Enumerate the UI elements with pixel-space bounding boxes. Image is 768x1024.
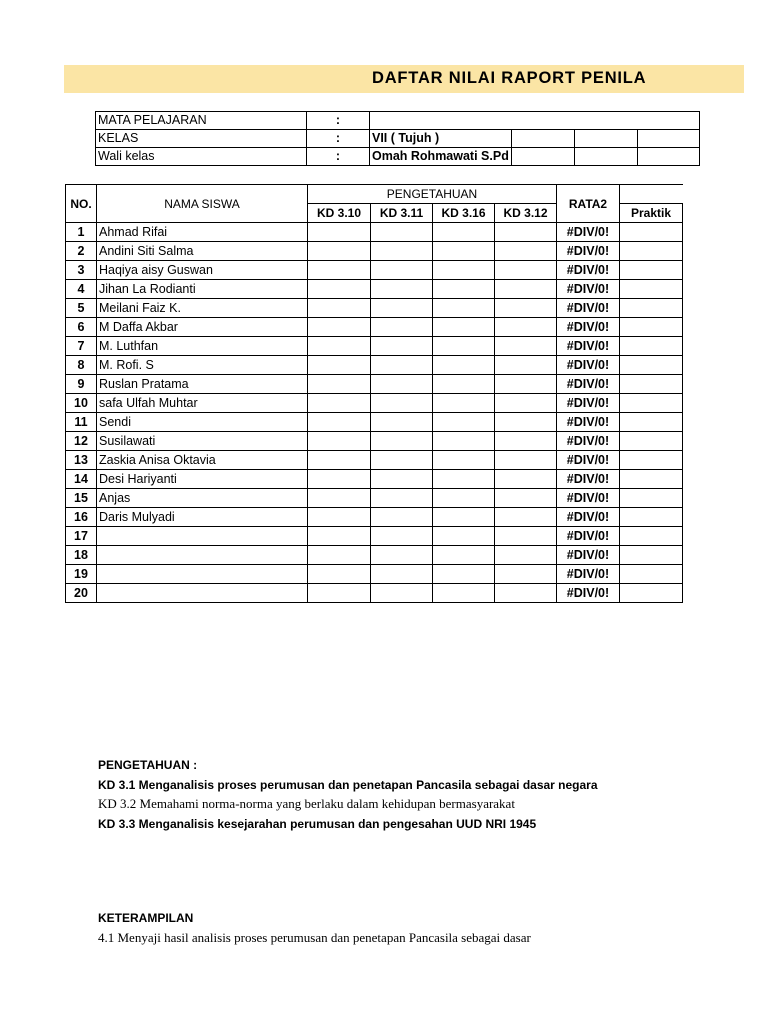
kd-score-cell bbox=[433, 280, 495, 299]
kd-score-cell bbox=[433, 565, 495, 584]
info-table bbox=[95, 111, 700, 166]
student-name: Sendi bbox=[97, 413, 308, 432]
average-cell: #DIV/0! bbox=[557, 356, 620, 375]
student-name: Jihan La Rodianti bbox=[97, 280, 308, 299]
pengetahuan-heading: PENGETAHUAN : bbox=[98, 758, 198, 772]
praktik-cell bbox=[620, 394, 683, 413]
average-cell: #DIV/0! bbox=[557, 565, 620, 584]
kd-score-cell bbox=[371, 299, 433, 318]
row-number: 20 bbox=[66, 584, 97, 603]
kd-score-cell bbox=[308, 318, 371, 337]
kd-score-cell bbox=[433, 432, 495, 451]
info-value bbox=[370, 112, 700, 130]
kd-score-cell bbox=[495, 223, 557, 242]
grades-table bbox=[65, 184, 683, 603]
praktik-cell bbox=[620, 527, 683, 546]
info-label: Wali kelas bbox=[96, 148, 307, 166]
row-number: 5 bbox=[66, 299, 97, 318]
praktik-cell bbox=[620, 261, 683, 280]
kd-score-cell bbox=[371, 375, 433, 394]
row-number: 2 bbox=[66, 242, 97, 261]
kd-score-cell bbox=[433, 356, 495, 375]
average-cell: #DIV/0! bbox=[557, 280, 620, 299]
kd-score-cell bbox=[371, 489, 433, 508]
student-name: Desi Hariyanti bbox=[97, 470, 308, 489]
table-row bbox=[66, 356, 683, 375]
table-row bbox=[66, 261, 683, 280]
average-cell: #DIV/0! bbox=[557, 527, 620, 546]
average-cell: #DIV/0! bbox=[557, 451, 620, 470]
row-number: 7 bbox=[66, 337, 97, 356]
kd-3-1-text: KD 3.1 Menganalisis proses perumusan dan penetapan Pancasila sebagai dasar negara bbox=[98, 778, 598, 792]
table-row bbox=[66, 318, 683, 337]
student-name: safa Ulfah Muhtar bbox=[97, 394, 308, 413]
table-row bbox=[66, 527, 683, 546]
kd-score-cell bbox=[308, 337, 371, 356]
kd-score-cell bbox=[308, 432, 371, 451]
average-cell: #DIV/0! bbox=[557, 299, 620, 318]
kd-score-cell bbox=[371, 356, 433, 375]
average-cell: #DIV/0! bbox=[557, 242, 620, 261]
student-name bbox=[97, 584, 308, 603]
kd-score-cell bbox=[308, 261, 371, 280]
kd-score-cell bbox=[433, 527, 495, 546]
table-row bbox=[66, 584, 683, 603]
kd-score-cell bbox=[308, 242, 371, 261]
kd-3-2-text: KD 3.2 Memahami norma-norma yang berlaku dalam kehidupan bermasyarakat bbox=[98, 796, 515, 811]
kd-score-cell bbox=[371, 527, 433, 546]
info-row bbox=[96, 130, 700, 148]
info-row bbox=[96, 148, 700, 166]
kd-score-cell bbox=[371, 394, 433, 413]
student-name bbox=[97, 527, 308, 546]
student-name: Zaskia Anisa Oktavia bbox=[97, 451, 308, 470]
kd-3-3-text: KD 3.3 Menganalisis kesejarahan perumusan dan pengesahan UUD NRI 1945 bbox=[98, 817, 537, 831]
row-number: 11 bbox=[66, 413, 97, 432]
kd-score-cell bbox=[433, 337, 495, 356]
average-cell: #DIV/0! bbox=[557, 337, 620, 356]
kd-score-cell bbox=[495, 432, 557, 451]
table-row bbox=[66, 470, 683, 489]
average-cell: #DIV/0! bbox=[557, 489, 620, 508]
row-number: 14 bbox=[66, 470, 97, 489]
student-name: Susilawati bbox=[97, 432, 308, 451]
row-number: 6 bbox=[66, 318, 97, 337]
kd-score-cell bbox=[495, 565, 557, 584]
kd-score-cell bbox=[495, 394, 557, 413]
title-banner bbox=[64, 65, 744, 93]
kd-score-cell bbox=[371, 318, 433, 337]
student-name: Anjas bbox=[97, 489, 308, 508]
table-row bbox=[66, 451, 683, 470]
average-cell: #DIV/0! bbox=[557, 584, 620, 603]
kd-score-cell bbox=[495, 508, 557, 527]
praktik-cell bbox=[620, 280, 683, 299]
row-number: 18 bbox=[66, 546, 97, 565]
table-row bbox=[66, 508, 683, 527]
info-empty-cell bbox=[574, 148, 637, 166]
kd-score-cell bbox=[495, 470, 557, 489]
keterampilan-heading: KETERAMPILAN bbox=[98, 911, 194, 925]
praktik-cell bbox=[620, 413, 683, 432]
info-value: VII ( Tujuh ) bbox=[370, 130, 512, 148]
info-separator: : bbox=[307, 148, 370, 166]
kd-score-cell bbox=[433, 413, 495, 432]
info-empty-cell bbox=[574, 130, 637, 148]
header-kd-3: KD 3.16 bbox=[433, 204, 495, 223]
average-cell: #DIV/0! bbox=[557, 413, 620, 432]
praktik-cell bbox=[620, 318, 683, 337]
header-blank bbox=[620, 185, 683, 204]
page-title: DAFTAR NILAI RAPORT PENILA bbox=[372, 69, 647, 87]
kd-score-cell bbox=[308, 470, 371, 489]
kd-score-cell bbox=[308, 223, 371, 242]
kd-score-cell bbox=[495, 280, 557, 299]
kd-score-cell bbox=[433, 451, 495, 470]
kd-score-cell bbox=[308, 356, 371, 375]
kd-score-cell bbox=[433, 584, 495, 603]
header-kd-1: KD 3.10 bbox=[308, 204, 371, 223]
kd-score-cell bbox=[371, 242, 433, 261]
row-number: 13 bbox=[66, 451, 97, 470]
kd-score-cell bbox=[433, 261, 495, 280]
kd-score-cell bbox=[308, 546, 371, 565]
header-no: NO. bbox=[66, 185, 97, 223]
row-number: 4 bbox=[66, 280, 97, 299]
info-empty-cell bbox=[637, 148, 699, 166]
kd-score-cell bbox=[371, 261, 433, 280]
praktik-cell bbox=[620, 299, 683, 318]
average-cell: #DIV/0! bbox=[557, 318, 620, 337]
student-name: Haqiya aisy Guswan bbox=[97, 261, 308, 280]
student-name: Ahmad Rifai bbox=[97, 223, 308, 242]
student-name: Ruslan Pratama bbox=[97, 375, 308, 394]
student-name: Andini Siti Salma bbox=[97, 242, 308, 261]
info-label: KELAS bbox=[96, 130, 307, 148]
kd-score-cell bbox=[308, 413, 371, 432]
kd-score-cell bbox=[371, 280, 433, 299]
row-number: 8 bbox=[66, 356, 97, 375]
table-row bbox=[66, 546, 683, 565]
kd-score-cell bbox=[495, 584, 557, 603]
kd-score-cell bbox=[371, 337, 433, 356]
praktik-cell bbox=[620, 375, 683, 394]
kd-score-cell bbox=[495, 527, 557, 546]
praktik-cell bbox=[620, 451, 683, 470]
table-row bbox=[66, 375, 683, 394]
kd-score-cell bbox=[308, 451, 371, 470]
average-cell: #DIV/0! bbox=[557, 508, 620, 527]
info-separator: : bbox=[307, 130, 370, 148]
row-number: 19 bbox=[66, 565, 97, 584]
row-number: 15 bbox=[66, 489, 97, 508]
row-number: 17 bbox=[66, 527, 97, 546]
kd-score-cell bbox=[308, 489, 371, 508]
praktik-cell bbox=[620, 337, 683, 356]
kd-score-cell bbox=[433, 242, 495, 261]
table-row bbox=[66, 565, 683, 584]
header-kd-4: KD 3.12 bbox=[495, 204, 557, 223]
header-name: NAMA SISWA bbox=[97, 185, 308, 223]
kd-score-cell bbox=[371, 508, 433, 527]
kd-score-cell bbox=[371, 565, 433, 584]
kd-score-cell bbox=[495, 318, 557, 337]
kd-score-cell bbox=[495, 261, 557, 280]
kd-score-cell bbox=[495, 299, 557, 318]
row-number: 16 bbox=[66, 508, 97, 527]
student-name bbox=[97, 546, 308, 565]
info-empty-cell bbox=[511, 148, 574, 166]
average-cell: #DIV/0! bbox=[557, 261, 620, 280]
kd-score-cell bbox=[433, 299, 495, 318]
student-name: M Daffa Akbar bbox=[97, 318, 308, 337]
average-cell: #DIV/0! bbox=[557, 375, 620, 394]
info-row bbox=[96, 112, 700, 130]
kd-score-cell bbox=[433, 394, 495, 413]
table-row bbox=[66, 280, 683, 299]
kd-4-1-text: 4.1 Menyaji hasil analisis proses perumusan dan penetapan Pancasila sebagai dasar bbox=[98, 930, 531, 945]
row-number: 3 bbox=[66, 261, 97, 280]
info-label: MATA PELAJARAN bbox=[96, 112, 307, 130]
header-row-1 bbox=[66, 185, 683, 204]
praktik-cell bbox=[620, 242, 683, 261]
kd-score-cell bbox=[433, 223, 495, 242]
table-row bbox=[66, 223, 683, 242]
student-name: M. Rofi. S bbox=[97, 356, 308, 375]
praktik-cell bbox=[620, 584, 683, 603]
table-row bbox=[66, 413, 683, 432]
header-rata2: RATA2 bbox=[557, 185, 620, 223]
average-cell: #DIV/0! bbox=[557, 546, 620, 565]
praktik-cell bbox=[620, 546, 683, 565]
student-name: M. Luthfan bbox=[97, 337, 308, 356]
student-name: Daris Mulyadi bbox=[97, 508, 308, 527]
kd-score-cell bbox=[308, 375, 371, 394]
row-number: 1 bbox=[66, 223, 97, 242]
row-number: 12 bbox=[66, 432, 97, 451]
kd-score-cell bbox=[371, 451, 433, 470]
table-row bbox=[66, 337, 683, 356]
header-pengetahuan: PENGETAHUAN bbox=[308, 185, 557, 204]
kd-score-cell bbox=[308, 565, 371, 584]
table-row bbox=[66, 394, 683, 413]
kd-score-cell bbox=[308, 394, 371, 413]
header-kd-2: KD 3.11 bbox=[371, 204, 433, 223]
average-cell: #DIV/0! bbox=[557, 470, 620, 489]
kd-score-cell bbox=[495, 242, 557, 261]
header-praktik: Praktik bbox=[620, 204, 683, 223]
average-cell: #DIV/0! bbox=[557, 394, 620, 413]
average-cell: #DIV/0! bbox=[557, 432, 620, 451]
info-empty-cell bbox=[637, 130, 699, 148]
kd-score-cell bbox=[371, 413, 433, 432]
kd-score-cell bbox=[371, 584, 433, 603]
kd-score-cell bbox=[308, 527, 371, 546]
row-number: 9 bbox=[66, 375, 97, 394]
student-name: Meilani Faiz K. bbox=[97, 299, 308, 318]
kd-score-cell bbox=[433, 489, 495, 508]
kd-score-cell bbox=[433, 470, 495, 489]
kd-score-cell bbox=[308, 280, 371, 299]
kd-score-cell bbox=[308, 299, 371, 318]
student-name bbox=[97, 565, 308, 584]
kd-score-cell bbox=[495, 489, 557, 508]
row-number: 10 bbox=[66, 394, 97, 413]
table-row bbox=[66, 299, 683, 318]
kd-score-cell bbox=[433, 546, 495, 565]
kd-score-cell bbox=[433, 318, 495, 337]
kd-score-cell bbox=[371, 432, 433, 451]
praktik-cell bbox=[620, 489, 683, 508]
kd-score-cell bbox=[495, 413, 557, 432]
info-value: Omah Rohmawati S.Pd bbox=[370, 148, 512, 166]
praktik-cell bbox=[620, 432, 683, 451]
kd-score-cell bbox=[371, 223, 433, 242]
praktik-cell bbox=[620, 470, 683, 489]
praktik-cell bbox=[620, 508, 683, 527]
kd-score-cell bbox=[371, 470, 433, 489]
table-row bbox=[66, 242, 683, 261]
table-row bbox=[66, 432, 683, 451]
info-empty-cell bbox=[511, 130, 574, 148]
kd-score-cell bbox=[495, 546, 557, 565]
kd-score-cell bbox=[308, 584, 371, 603]
table-row bbox=[66, 489, 683, 508]
average-cell: #DIV/0! bbox=[557, 223, 620, 242]
kd-score-cell bbox=[495, 356, 557, 375]
kd-score-cell bbox=[495, 337, 557, 356]
kd-score-cell bbox=[495, 375, 557, 394]
info-separator: : bbox=[307, 112, 370, 130]
kd-score-cell bbox=[495, 451, 557, 470]
kd-score-cell bbox=[433, 508, 495, 527]
kd-score-cell bbox=[433, 375, 495, 394]
praktik-cell bbox=[620, 356, 683, 375]
kd-score-cell bbox=[308, 508, 371, 527]
kd-score-cell bbox=[371, 546, 433, 565]
praktik-cell bbox=[620, 565, 683, 584]
praktik-cell bbox=[620, 223, 683, 242]
